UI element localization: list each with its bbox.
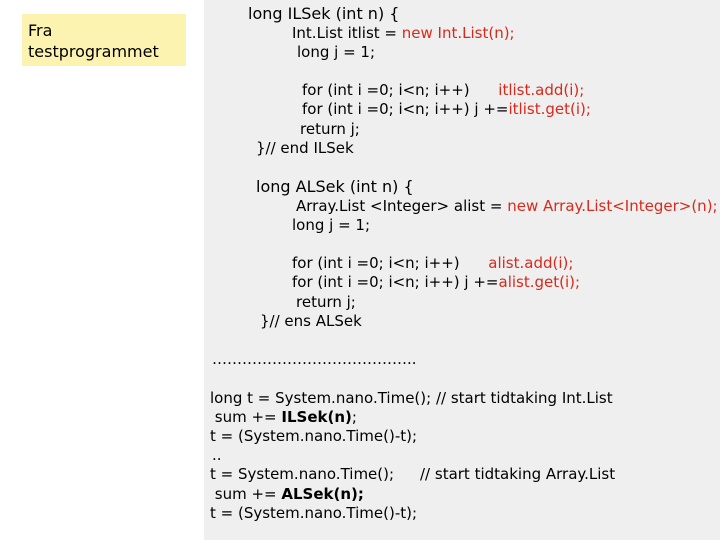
ilsek-line-1 (292, 24, 515, 43)
ilsek-sig-params: (int n) { (330, 4, 400, 23)
alsek-line-1-b: new Array.List<Integer>(n); (507, 197, 718, 215)
timing-line-4: .. (212, 446, 222, 464)
timing-line-2-c: ; (351, 408, 357, 426)
timing-line-2-call: ILSek(n) (281, 408, 352, 426)
ilsek-line-3-b: itlist.add(i); (498, 81, 585, 99)
timing-line-5-a: t = System.nano.Time(); (210, 465, 395, 483)
ilsek-line-1-a: Int.List itlist = (292, 24, 402, 42)
timing-line-3: t = (System.nano.Time()-t); (210, 427, 418, 445)
timing-line-1: long t = System.nano.Time(); // start tidtaking Int.List (210, 389, 613, 407)
ilsek-line-6: }// end ILSek (256, 139, 354, 157)
timing-line-2-a: sum += (210, 408, 282, 426)
alsek-line-6: }// ens ALSek (260, 312, 362, 330)
timing-line-6 (210, 485, 364, 504)
alsek-sig-params: (int n) { (344, 177, 414, 196)
alsek-line-1-a: Array.List <Integer> alist = (296, 197, 508, 215)
timing-line-6-call: ALSek(n); (281, 485, 364, 503)
alsek-line-4-b: alist.get(i); (498, 273, 581, 291)
alsek-line-3-a: for (int i =0; i<n; i++) (292, 254, 489, 272)
alsek-line-1 (296, 197, 718, 216)
source-label-line2: testprogrammet (28, 42, 159, 61)
timing-line-2 (210, 408, 357, 427)
alsek-sig-name: ALSek (295, 177, 345, 196)
timing-line-5-b: // start tidtaking Array.List (420, 465, 616, 483)
ilsek-line-4 (302, 100, 591, 119)
ilsek-line-1-b: new Int.List(n); (401, 24, 515, 42)
ilsek-line-4-b: itlist.get(i); (508, 100, 591, 118)
ilsek-line-4-a: for (int i =0; i<n; i++) j += (302, 100, 509, 118)
ilsek-line-3 (302, 81, 584, 100)
alsek-line-5: return j; (296, 293, 356, 311)
ilsek-line-5: return j; (300, 120, 360, 138)
ilsek-signature (248, 4, 399, 23)
ilsek-line-2: long j = 1; (297, 43, 376, 61)
source-label-line1: Fra (28, 21, 53, 40)
alsek-signature (256, 177, 414, 196)
ellipsis-separator: ………………………………….. (212, 350, 417, 368)
timing-line-7: t = (System.nano.Time()-t); (210, 504, 418, 522)
alsek-line-2: long j = 1; (292, 216, 371, 234)
alsek-sig-keyword: long (256, 177, 296, 196)
alsek-line-3 (292, 254, 573, 273)
alsek-line-3-b: alist.add(i); (488, 254, 574, 272)
ilsek-line-3-a: for (int i =0; i<n; i++) (302, 81, 499, 99)
ilsek-sig-keyword: long (248, 4, 288, 23)
alsek-line-4-a: for (int i =0; i<n; i++) j += (292, 273, 499, 291)
ilsek-sig-name: ILSek (287, 4, 331, 23)
timing-line-6-a: sum += (210, 485, 282, 503)
alsek-line-4 (292, 273, 580, 292)
source-label (22, 14, 186, 66)
